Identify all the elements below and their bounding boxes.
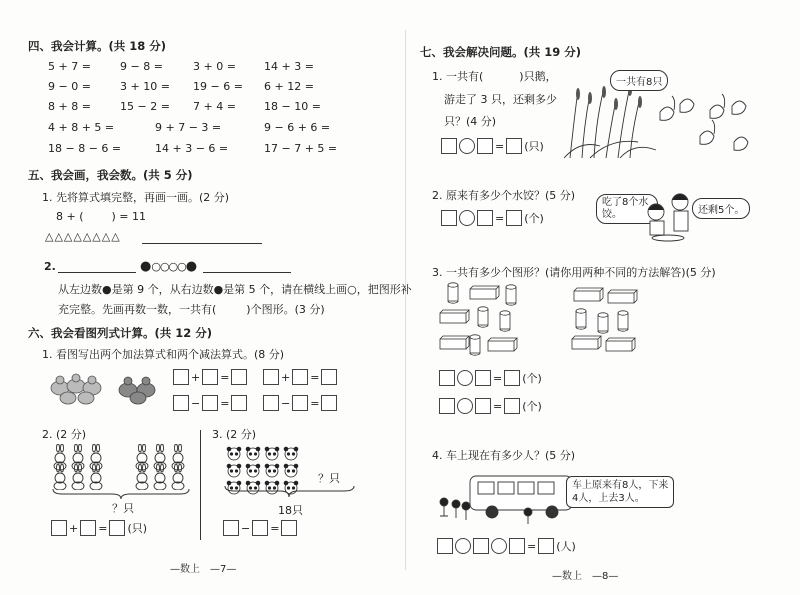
answer-box[interactable]: [80, 520, 96, 536]
shapes-illustration: [438, 282, 688, 358]
chickens-illustration: [48, 368, 106, 406]
calc-item: 5 + 7 =: [48, 60, 91, 73]
answer-box[interactable]: [263, 369, 279, 385]
answer-box[interactable]: [263, 395, 279, 411]
answer-box[interactable]: [506, 210, 522, 226]
section-4-title: 四、我会计算。(共 18 分): [28, 39, 167, 53]
calc-item: 9 − 6 + 6 =: [264, 121, 331, 134]
answer-box[interactable]: [475, 398, 491, 414]
answer-equation: + =: [262, 369, 338, 385]
answer-box[interactable]: [439, 370, 455, 386]
answer-box[interactable]: [109, 520, 125, 536]
operator-circle[interactable]: [457, 370, 473, 386]
answer-box[interactable]: [173, 395, 189, 411]
answer-box[interactable]: [223, 520, 239, 536]
question-text: 2. 原来有多少个水饺？(5 分): [432, 189, 576, 202]
question-text: 1. 一共有( )只鹅，: [432, 70, 557, 83]
children-eating-illustration: [642, 188, 696, 244]
answer-box[interactable]: [441, 210, 457, 226]
answer-box[interactable]: [321, 395, 337, 411]
answer-box[interactable]: [202, 395, 218, 411]
answer-equation: + = (只): [50, 520, 148, 536]
answer-line[interactable]: [58, 272, 136, 273]
operator-circle[interactable]: [457, 398, 473, 414]
shape-row: ●○○○○●: [140, 259, 198, 274]
question-divider: [200, 430, 201, 540]
answer-equation: = (人): [436, 538, 577, 554]
question-text: 1. 先将算式填完整，再画一画。(2 分): [42, 191, 230, 204]
answer-equation: = (个): [438, 398, 543, 414]
answer-equation: = (只): [440, 138, 545, 154]
answer-box[interactable]: [473, 538, 489, 554]
answer-equation: + =: [172, 369, 248, 385]
speech-bubble: 车上原来有8人，下来 4人，上去3人。: [566, 476, 674, 508]
calc-item: 6 + 12 =: [264, 80, 314, 93]
calc-item: 7 + 4 =: [193, 100, 236, 113]
question-text: 4. 车上现在有多少人？(5 分): [432, 449, 576, 462]
calc-item: 18 − 8 − 6 =: [48, 142, 122, 155]
answer-line[interactable]: [203, 272, 291, 273]
brace: [52, 488, 190, 500]
bus-illustration: [436, 470, 576, 526]
chickens-illustration: [116, 368, 164, 406]
question-text: 从左边数●是第 9 个，从右边数●是第 5 个，请在横线上画○，把图形补: [58, 283, 412, 296]
operator-circle[interactable]: [455, 538, 471, 554]
question-text: 1. 看图写出两个加法算式和两个减法算式。(8 分): [42, 348, 285, 361]
answer-box[interactable]: [439, 398, 455, 414]
question-number: 2.: [44, 260, 56, 273]
answer-box[interactable]: [173, 369, 189, 385]
answer-box[interactable]: [509, 538, 525, 554]
operator-circle[interactable]: [459, 210, 475, 226]
section-5-title: 五、我会画，我会数。(共 5 分): [28, 168, 193, 182]
answer-box[interactable]: [441, 138, 457, 154]
answer-box[interactable]: [506, 138, 522, 154]
calc-item: 4 + 8 + 5 =: [48, 121, 115, 134]
answer-equation: = (个): [440, 210, 545, 226]
answer-box[interactable]: [321, 369, 337, 385]
answer-box[interactable]: [437, 538, 453, 554]
answer-equation: − =: [172, 395, 248, 411]
answer-box[interactable]: [281, 520, 297, 536]
answer-box[interactable]: [477, 138, 493, 154]
question-text: 游走了 3 只，还剩多少: [444, 93, 557, 106]
total-label: 18只: [278, 504, 303, 517]
answer-box[interactable]: [231, 395, 247, 411]
answer-box[interactable]: [202, 369, 218, 385]
answer-line[interactable]: [142, 243, 262, 244]
speech-bubble: 一共有8只: [610, 70, 668, 91]
rabbits-illustration: [50, 444, 190, 490]
geese-pond-illustration: [560, 80, 760, 160]
page-footer: —数上 —7—: [170, 564, 237, 575]
calc-item: 9 − 8 =: [120, 60, 163, 73]
answer-box[interactable]: [51, 520, 67, 536]
answer-box[interactable]: [538, 538, 554, 554]
page-footer: —数上 —8—: [552, 571, 619, 582]
calc-item: 18 − 10 =: [264, 100, 321, 113]
unknown-label: ？只: [112, 502, 134, 515]
answer-equation: − =: [262, 395, 338, 411]
calc-item: 3 + 10 =: [120, 80, 170, 93]
question-text: 充完整。先画再数一数，一共有( )个图形。(3 分): [58, 303, 325, 316]
brace: [224, 484, 356, 500]
page-divider: [405, 30, 406, 570]
calc-item: 17 − 7 + 5 =: [264, 142, 338, 155]
calc-item: 15 − 2 =: [120, 100, 170, 113]
calc-item: 14 + 3 =: [264, 60, 314, 73]
speech-bubble: 吃了8个水饺。: [596, 194, 658, 224]
answer-equation: = (个): [438, 370, 543, 386]
answer-box[interactable]: [504, 370, 520, 386]
operator-circle[interactable]: [491, 538, 507, 554]
answer-box[interactable]: [504, 398, 520, 414]
equation-fill: 8 + ( ) = 11: [56, 210, 146, 223]
calc-item: 9 + 7 − 3 =: [155, 121, 222, 134]
unknown-label: ？只: [318, 472, 340, 485]
calc-item: 3 + 0 =: [193, 60, 236, 73]
question-text: 只？(4 分): [444, 115, 497, 128]
answer-box[interactable]: [231, 369, 247, 385]
section-6-title: 六、我会看图列式计算。(共 12 分): [28, 326, 213, 340]
operator-circle[interactable]: [459, 138, 475, 154]
answer-equation: − =: [222, 520, 298, 536]
answer-box[interactable]: [292, 369, 308, 385]
calc-item: 9 − 0 =: [48, 80, 91, 93]
calc-item: 19 − 6 =: [193, 80, 243, 93]
answer-box[interactable]: [475, 370, 491, 386]
answer-box[interactable]: [477, 210, 493, 226]
speech-bubble: 还剩5个。: [692, 198, 750, 219]
answer-box[interactable]: [252, 520, 268, 536]
question-text: 3. 一共有多少个图形？(请你用两种不同的方法解答)(5 分): [432, 266, 716, 279]
answer-box[interactable]: [292, 395, 308, 411]
question-text: 3. (2 分): [212, 428, 257, 441]
section-7-title: 七、我会解决问题。(共 19 分): [420, 45, 582, 59]
triangle-row: △△△△△△△△: [45, 230, 121, 243]
calc-item: 14 + 3 − 6 =: [155, 142, 229, 155]
calc-item: 8 + 8 =: [48, 100, 91, 113]
question-text: 2. (2 分): [42, 428, 87, 441]
